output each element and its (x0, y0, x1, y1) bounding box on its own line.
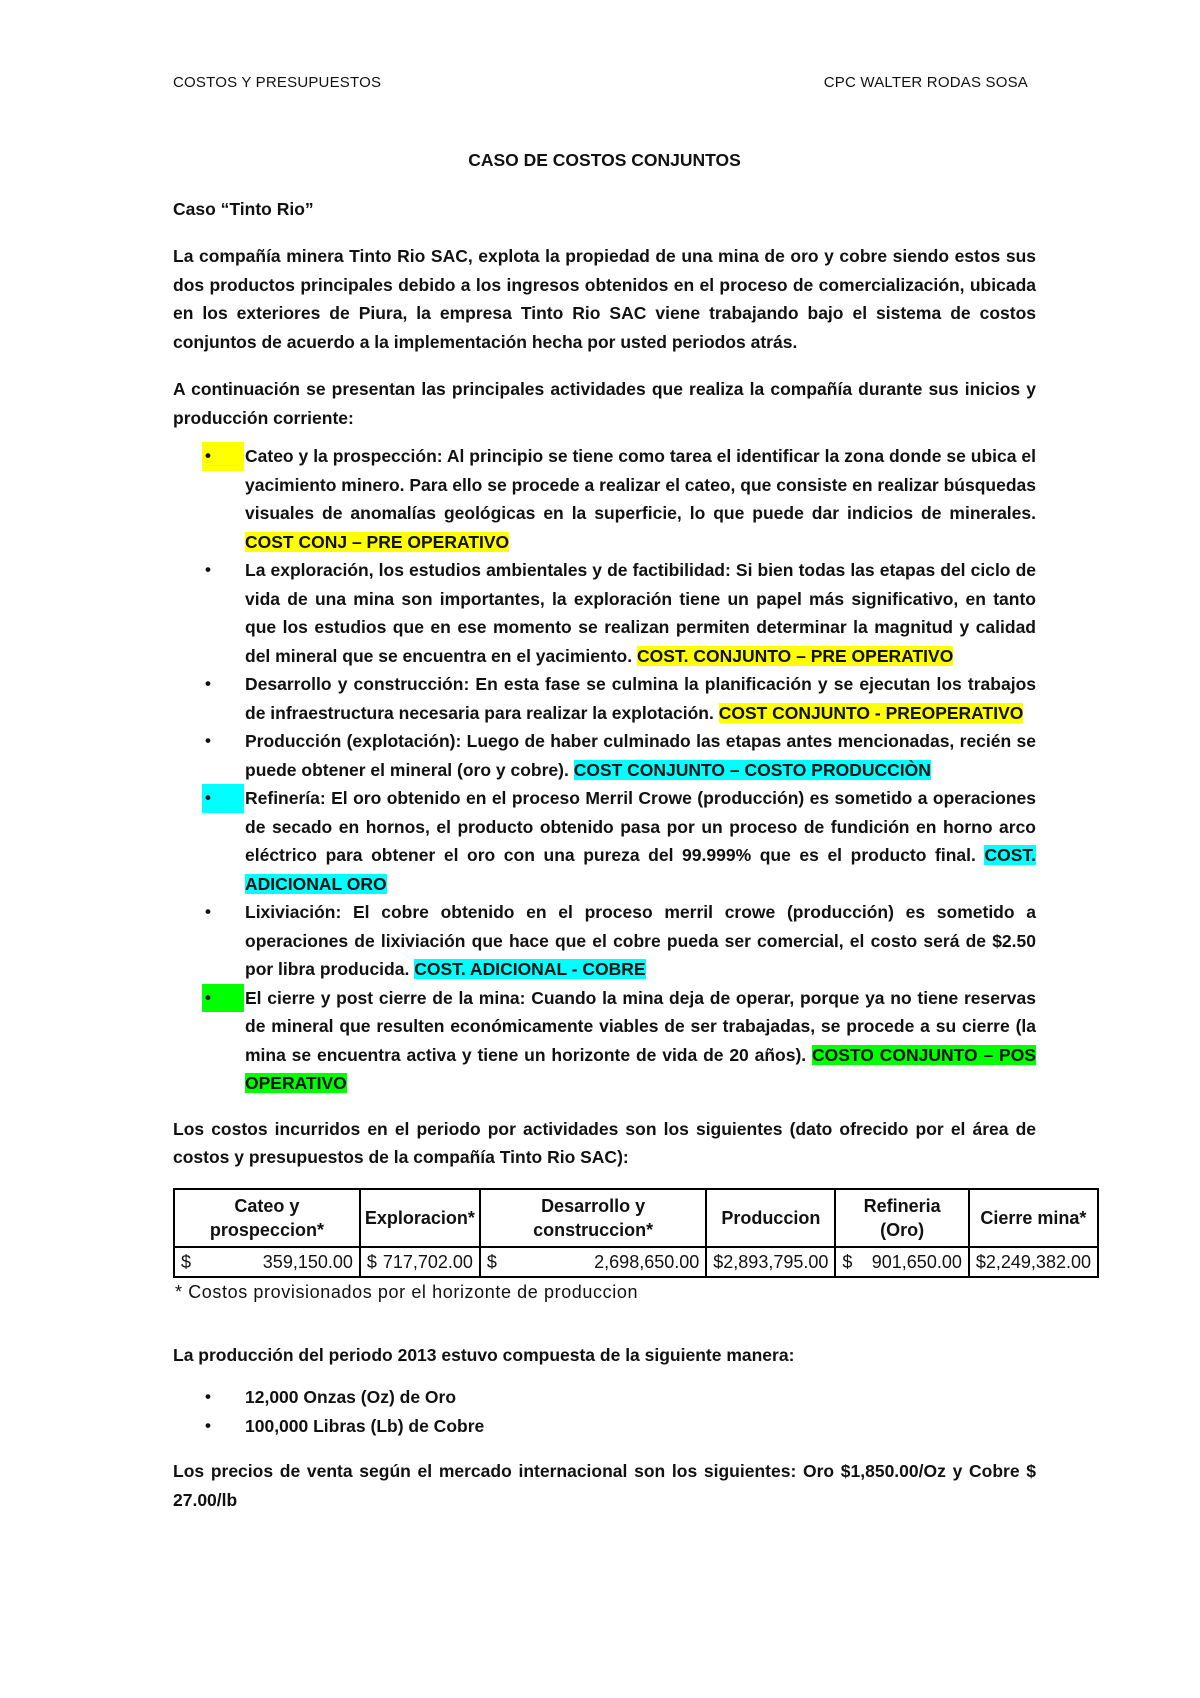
case-title: Caso “Tinto Rio” (173, 198, 314, 219)
cost-cell (480, 1247, 706, 1278)
column-header: Produccion (706, 1189, 835, 1247)
cost-amount: 2,893,795.00 (723, 1251, 829, 1272)
activity-item (173, 784, 1036, 898)
activity-cost-tag: COST. CONJUNTO – PRE OPERATIVO (636, 645, 954, 666)
activity-cost-tag: COST CONJUNTO - PREOPERATIVO (718, 702, 1024, 723)
cost-value (976, 1248, 1091, 1277)
activity-text: Desarrollo y construcción: En esta fase se culmina la planificación y se ejecutan los trabajos de infraestructura necesaria para realizar la explotación. (245, 674, 1036, 723)
cost-value (713, 1248, 828, 1277)
column-header: Cateo y prospeccion* (174, 1189, 360, 1247)
activity-text: Cateo y la prospección: Al principio se tiene como tarea el identificar la zona donde se ubica el yacimiento minero. Para ello se procede a realizar el cateo, que consiste en realizar búsquedas visuales de anomalías geológicas en la superficie, lo que puede dar indicios de minerales. (245, 446, 1036, 523)
column-header: Desarrollo y construccion* (480, 1189, 706, 1247)
cost-value (487, 1248, 699, 1277)
bullet-icon: • (205, 1387, 211, 1406)
activity-cost-tag: COST CONJUNTO – COSTO PRODUCCIÒN (573, 759, 931, 780)
bullet-icon: • (202, 442, 244, 471)
cost-cell (706, 1247, 835, 1278)
bullet-icon: • (202, 984, 244, 1013)
production-item (173, 1412, 1036, 1441)
cost-amount: 2,249,382.00 (985, 1251, 1091, 1272)
bullet-icon: • (205, 560, 211, 579)
costs-table (173, 1188, 1099, 1279)
activity-cost-tag: COSTO CONJUNTO – POS OPERATIVO (245, 1044, 1036, 1093)
bullet-icon: • (205, 902, 211, 921)
column-header: Refineria (Oro) (835, 1189, 968, 1247)
column-header: Cierre mina* (969, 1189, 1098, 1247)
activity-text: Producción (explotación): Luego de haber culminado las etapas antes mencionadas, recién se puede obtener el mineral (oro y cobre). (245, 731, 1036, 780)
costs-table-row (174, 1247, 1098, 1278)
cost-value (842, 1248, 961, 1277)
activity-item (173, 670, 1036, 727)
prices-paragraph: Los precios de venta según el mercado internacional son los siguientes: Oro $1,850.00/Oz y Cobre $ 27.00/lb (173, 1461, 1036, 1510)
costs-footnote: * Costos provisionados por el horizonte de produccion (175, 1282, 639, 1302)
cost-value (367, 1248, 473, 1277)
bullet-icon: • (205, 1415, 211, 1435)
cost-cell (174, 1247, 360, 1278)
costs-intro: Los costos incurridos en el periodo por actividades son los siguientes (dato ofrecido por el área de costos y presupuestos de la compañía Tinto Rio SAC): (173, 1118, 1036, 1167)
cost-amount: 359,150.00 (262, 1251, 353, 1272)
production-text: 100,000 Libras (Lb) de Cobre (245, 1415, 485, 1436)
currency-symbol: $ (842, 1251, 853, 1272)
production-text: 12,000 Onzas (Oz) de Oro (245, 1387, 457, 1407)
currency-symbol: $ (713, 1251, 724, 1272)
production-intro: La producción del periodo 2013 estuvo compuesta de la siguiente manera: (173, 1344, 795, 1365)
document-body (173, 146, 1091, 1514)
currency-symbol: $ (366, 1251, 377, 1272)
currency-symbol: $ (975, 1251, 986, 1272)
activity-item (173, 442, 1036, 556)
production-item (173, 1383, 1036, 1412)
activity-item (173, 898, 1036, 984)
bullet-icon: • (202, 784, 244, 813)
costs-table-header-row (174, 1189, 1098, 1247)
activity-text: El cierre y post cierre de la mina: Cuando la mina deja de operar, porque ya no tiene reservas de mineral que resulten económicamente viables de ser trabajadas, se procede a su cierre (la mina se encuentra activa y tiene un horizonte de vida de 20 años). (245, 987, 1036, 1065)
cost-amount: 717,702.00 (382, 1251, 473, 1272)
cost-cell (969, 1247, 1098, 1278)
cost-amount: 2,698,650.00 (594, 1251, 700, 1272)
cost-cell (360, 1247, 480, 1278)
activity-text: La exploración, los estudios ambientales y de factibilidad: Si bien todas las etapas del ciclo de vida de una mina son importantes, la exploración tiene un papel más significativo, en tanto que los estudios que en ese momento se realizan permiten determinar la magnitud y calidad del mineral que se encuentra en el yacimiento. (245, 560, 1036, 666)
intro-paragraph: La compañía minera Tinto Rio SAC, explota la propiedad de una mina de oro y cobre siendo estos sus dos productos principales debido a los ingresos obtenidos en el proceso de comercialización, ubicada en los exteriores de Piura, la empresa Tinto Rio SAC viene trabajando bajo el sistema de costos conjuntos de acuerdo a la implementación hecha por usted periodos atrás. (173, 246, 1036, 352)
activity-text: Refinería: El oro obtenido en el proceso Merril Crowe (producción) es sometido a operaciones de secado en hornos, el producto obtenido pasa por un proceso de fundición en horno arco eléctrico para obtener el oro con una pureza del 99.999% que es el producto final. (245, 788, 1036, 865)
production-list (173, 1383, 1036, 1440)
activity-text: Lixiviación: El cobre obtenido en el proceso merril crowe (producción) es sometido a operaciones de lixiviación que hace que el cobre pueda ser comercial, el costo será de $2.50 por libra producida. (245, 902, 1036, 979)
currency-symbol: $ (486, 1251, 497, 1272)
activities-list (173, 442, 1036, 1098)
currency-symbol: $ (181, 1251, 192, 1272)
bullet-icon: • (205, 731, 211, 750)
activity-cost-tag: COST CONJ – PRE OPERATIVO (245, 531, 510, 552)
cost-cell (835, 1247, 968, 1278)
cost-amount: 901,650.00 (871, 1251, 962, 1272)
header-course-title: COSTOS Y PRESUPUESTOS (173, 74, 382, 91)
activity-cost-tag: COST. ADICIONAL ORO (245, 845, 1036, 894)
document-title: CASO DE COSTOS CONJUNTOS (468, 150, 741, 170)
header-author: CPC WALTER RODAS SOSA (823, 74, 1028, 91)
cost-value (181, 1248, 353, 1277)
activity-item (173, 556, 1036, 670)
bullet-icon: • (205, 674, 211, 693)
column-header: Exploracion* (360, 1189, 480, 1247)
activities-intro: A continuación se presentan las principales actividades que realiza la compañía durante sus inicios y producción corriente: (173, 379, 1036, 428)
activity-item (173, 727, 1036, 784)
activity-cost-tag: COST. ADICIONAL - COBRE (414, 959, 646, 979)
activity-item (173, 984, 1036, 1098)
